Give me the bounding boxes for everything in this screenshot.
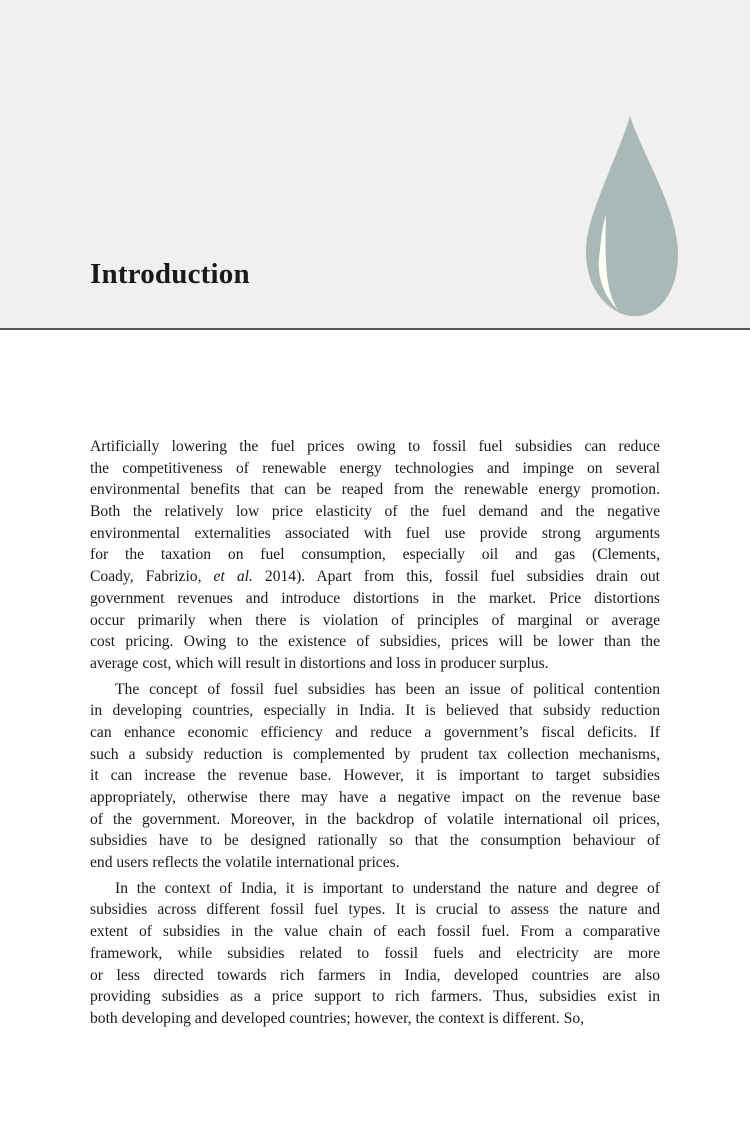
text-line: cost pricing. Owing to the existence of subsidies, prices will be lower than the bbox=[90, 633, 660, 651]
text-line: appropriately, otherwise there may have a negative impact on the revenue base bbox=[90, 789, 660, 806]
text-line: subsidies have to be designed rationally so that the consumption behaviour of bbox=[90, 832, 660, 850]
body-text bbox=[90, 436, 660, 1034]
text-line: Coady, Fabrizio, et al. 2014). Apart from this, fossil fuel subsidies drain out bbox=[90, 568, 660, 586]
text-line: subsidies across different fossil fuel types. It is crucial to assess the nature and bbox=[90, 901, 660, 919]
text-line: in developing countries, especially in India. It is believed that subsidy reduction bbox=[90, 702, 660, 720]
text-line: framework, while subsidies related to fossil fuels and electricity are more bbox=[90, 944, 660, 962]
text-line: Artificially lowering the fuel prices owing to fossil fuel subsidies can reduce bbox=[90, 438, 660, 455]
text-line: The concept of fossil fuel subsidies has been an issue of political contention bbox=[115, 680, 660, 698]
text-line: occur primarily when there is violation of principles of marginal or average bbox=[90, 611, 660, 629]
text-line: end users reflects the volatile international prices. bbox=[90, 854, 400, 872]
text-line: government revenues and introduce distortions in the market. Price distortions bbox=[90, 589, 660, 607]
paragraph bbox=[90, 878, 660, 1030]
text-line: of the government. Moreover, in the backdrop of volatile international oil prices, bbox=[90, 810, 660, 828]
paragraph bbox=[90, 679, 660, 874]
text-line: Both the relatively low price elasticity of the fuel demand and the negative bbox=[90, 503, 660, 521]
text-line: both developing and developed countries; however, the context is different. So, bbox=[90, 1009, 585, 1027]
text-line: for the taxation on fuel consumption, especially oil and gas (Clements, bbox=[90, 546, 660, 564]
chapter-title: Introduction bbox=[90, 258, 250, 290]
text-line: extent of subsidies in the value chain of each fossil fuel. From a comparative bbox=[90, 923, 660, 941]
water-drop-icon bbox=[582, 114, 680, 318]
chapter-header bbox=[0, 0, 750, 330]
text-line: it can increase the revenue base. However, it is important to target subsidies bbox=[90, 767, 660, 785]
text-line: such a subsidy reduction is complemented by prudent tax collection mechanisms, bbox=[90, 745, 660, 763]
paragraph bbox=[90, 436, 660, 675]
text-line: or less directed towards rich farmers in India, developed countries are also bbox=[90, 966, 660, 984]
text-line: environmental benefits that can be reaped from the renewable energy promotion. bbox=[90, 481, 660, 499]
text-line: can enhance economic efficiency and reduce a government’s fiscal deficits. If bbox=[90, 723, 660, 741]
text-line: average cost, which will result in distortions and loss in producer surplus. bbox=[90, 654, 549, 672]
text-line: In the context of India, it is important to understand the nature and degree of bbox=[115, 879, 660, 897]
text-line: environmental externalities associated with fuel use provide strong arguments bbox=[90, 524, 660, 542]
text-line: providing subsidies as a price support to rich farmers. Thus, subsidies exist in bbox=[90, 988, 660, 1006]
text-line: the competitiveness of renewable energy technologies and impinge on several bbox=[90, 459, 660, 477]
